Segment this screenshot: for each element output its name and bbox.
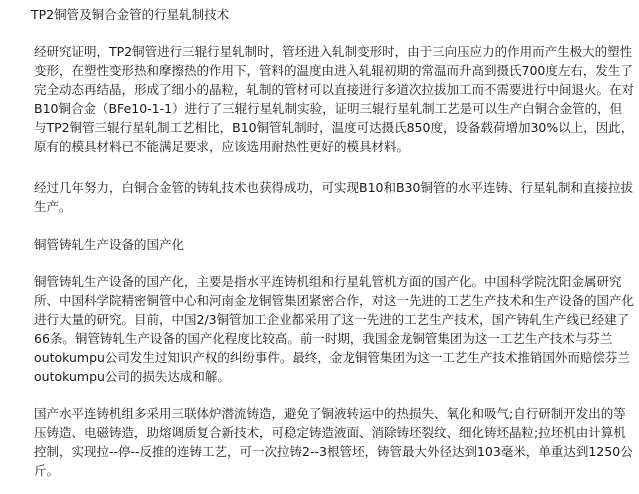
paragraph-horizontal-caster: 国产水平连铸机组多采用三联体炉潜流铸造，避免了铜液转运中的热损失、氧化和吸气;自行研制开发出的等压铸造、电磁铸造，助熔调质复合新技术，可稳定铸造液面、消除铸坯裂纹、细化铸坯晶粒;拉坯机由计算机控制，实现拉--停--反推的连铸工艺，可一次拉铸2--3根管坯，铸管最大外径达到103毫米，单重达到1250公斤。 (34, 406, 633, 478)
paragraph-equipment-localization: 铜管铸轧生产设备的国产化，主要是指水平连铸机组和行星轧管机方面的国产化。中国科学院沈阳金属研究所、中国科学院精密铜管中心和河南金龙铜管集团紧密合作，对这一先进的工艺生产技术和生产设备的国产化进行大量的研究。目前，中国2/3铜管加工企业都采用了这一先进的工艺生产技术，国产铸轧生产线已经建了66条。铜管铸轧生产设备的国产化程度比较高。前一时期，我国金龙铜管集团为这一工艺生产技术与芬兰outokumpu公司发生过知识产权的纠纷事件。最终，金龙铜管集团为这一工艺生产技术推销国外而赔偿芬兰outokumpu公司的损失达成和解。 (34, 274, 635, 384)
paragraph-rolling-research: 经研究证明，TP2铜管进行三辊行星轧制时，管坯进入轧制变形时，由于三向压应力的作用而产生极大的塑性变形，在塑性变形热和摩擦热的作用下，管料的温度由进入轧辊初期的常温而升高到摄氏700度左右，发生了完全动态再结晶，形成了细小的晶粒，轧制的管材可以直接进行多道次拉拔加工而不需要进行中间退火。在对B10铜合金（BFe10-1-1）进行了三辊行星轧制实验，证明三辊行星轧制工艺是可以生产白铜合金管的，但与TP2铜管三辊行星轧制工艺相比，B10铜管轧制时，温度可达摄氏850度，设备载荷增加30%以上，因此，原有的模具材料已不能满足要求，应该选用耐热性更好的模具材料。 (34, 44, 635, 154)
section-heading-localization: 铜管铸轧生产设备的国产化 (34, 237, 185, 252)
document-title: TP2铜管及铜合金管的行星轧制技术 (31, 7, 230, 22)
paragraph-cupronickel-casting: 经过几年努力，白铜合金管的铸轧技术也获得成功，可实现B10和B30铜管的水平连铸、行星轧制和直接拉拔生产。 (34, 180, 633, 214)
